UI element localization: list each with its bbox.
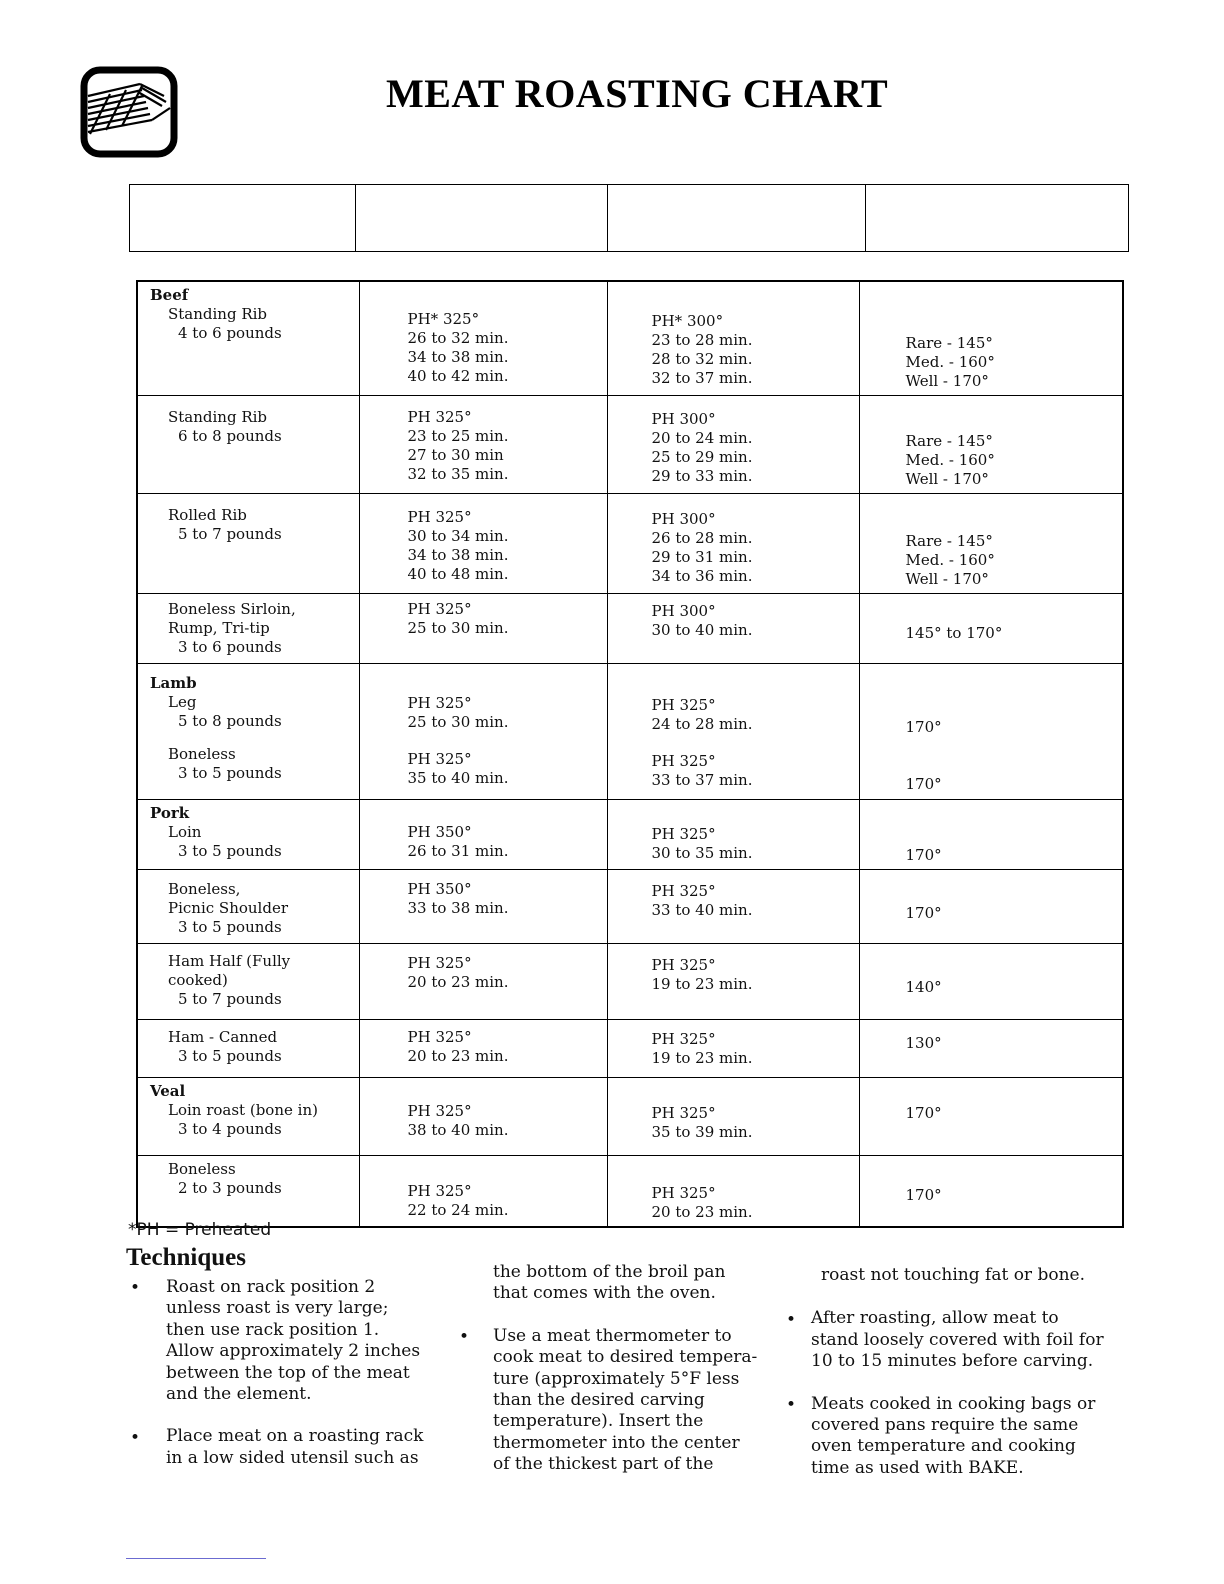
- weight-label: 6 to 8 pounds: [178, 427, 282, 445]
- technique-paragraph: [811, 1308, 1121, 1372]
- time-value: 19 to 23 min.: [651, 975, 753, 993]
- time-value: 26 to 32 min.: [407, 329, 509, 347]
- cut-cell: [137, 1020, 359, 1078]
- cut-label: Boneless: [168, 1160, 236, 1178]
- cut-cell: [137, 1078, 359, 1156]
- footer-rule: [126, 1558, 266, 1559]
- text-line: After roasting, allow meat to: [811, 1308, 1059, 1329]
- temp-value: 170°: [905, 1186, 942, 1204]
- text-line: covered pans require the same: [811, 1415, 1079, 1436]
- preheat-label: PH 350°: [407, 880, 472, 898]
- time-cell-a: [359, 494, 607, 594]
- time-value: 29 to 33 min.: [651, 467, 753, 485]
- cut-label: Rump, Tri-tip: [168, 619, 270, 637]
- table-row: [137, 800, 1123, 870]
- temp-cell: [859, 944, 1123, 1020]
- time-cell-b: [607, 1156, 859, 1228]
- time-cell-b: [607, 594, 859, 664]
- time-cell-a: [359, 396, 607, 494]
- time-value: 26 to 31 min.: [407, 842, 509, 860]
- weight-label: 5 to 7 pounds: [178, 525, 282, 543]
- time-cell-b: [607, 396, 859, 494]
- cut-cell: [137, 281, 359, 396]
- preheat-label: PH 325°: [651, 825, 716, 843]
- table-row: [137, 664, 1123, 800]
- temp-value: Well - 170°: [905, 470, 989, 488]
- preheat-label: PH 325°: [651, 752, 716, 770]
- roasting-table: [136, 280, 1124, 1228]
- time-cell-b: [607, 664, 859, 800]
- text-line: thermometer into the center: [493, 1432, 740, 1453]
- category-label: Pork: [150, 804, 190, 822]
- preheat-label: PH* 325°: [407, 310, 480, 328]
- time-cell-b: [607, 944, 859, 1020]
- time-value: 33 to 40 min.: [651, 901, 753, 919]
- table-row: [137, 1020, 1123, 1078]
- time-value: 40 to 42 min.: [407, 367, 509, 385]
- text-line: Allow approximately 2 inches: [166, 1341, 421, 1362]
- table-row: [137, 594, 1123, 664]
- preheat-label: PH 300°: [651, 602, 716, 620]
- temp-value: Well - 170°: [905, 570, 989, 588]
- category-label: Lamb: [150, 674, 197, 692]
- time-cell-a: [359, 664, 607, 800]
- preheat-label: PH 325°: [407, 1028, 472, 1046]
- temp-value: 140°: [905, 978, 942, 996]
- header-cell-2: [356, 185, 608, 251]
- time-value: 30 to 35 min.: [651, 844, 753, 862]
- weight-label: 3 to 5 pounds: [178, 842, 282, 860]
- time-value: 29 to 31 min.: [651, 548, 753, 566]
- time-value: 20 to 23 min.: [407, 973, 509, 991]
- time-value: 19 to 23 min.: [651, 1049, 753, 1067]
- preheat-label: PH 325°: [651, 956, 716, 974]
- weight-label: 2 to 3 pounds: [178, 1179, 282, 1197]
- cut-cell: [137, 494, 359, 594]
- temp-cell: [859, 281, 1123, 396]
- time-cell-a: [359, 870, 607, 944]
- table-row: [137, 870, 1123, 944]
- table-row: [137, 1078, 1123, 1156]
- text-line: than the desired carving: [493, 1390, 705, 1411]
- text-line: of the thickest part of the: [493, 1454, 714, 1475]
- technique-paragraph: [166, 1277, 456, 1405]
- bullet-icon: •: [130, 1428, 141, 1448]
- text-line: and the element.: [166, 1384, 312, 1405]
- time-value: 20 to 23 min.: [651, 1203, 753, 1221]
- time-value: 30 to 34 min.: [407, 527, 509, 545]
- cut-label: Ham Half (Fully: [168, 952, 291, 970]
- text-line: that comes with the oven.: [493, 1283, 716, 1304]
- text-line: ture (approximately 5°F less: [493, 1368, 740, 1389]
- table-header-box: [129, 184, 1129, 252]
- table-row: [137, 944, 1123, 1020]
- preheat-label: PH 325°: [407, 750, 472, 768]
- time-value: 34 to 38 min.: [407, 348, 509, 366]
- temp-value: 170°: [905, 718, 942, 736]
- cut-cell: [137, 870, 359, 944]
- cut-label: Ham - Canned: [168, 1028, 278, 1046]
- time-cell-b: [607, 1020, 859, 1078]
- temp-cell: [859, 594, 1123, 664]
- temp-cell: [859, 396, 1123, 494]
- text-line: stand loosely covered with foil for: [811, 1329, 1104, 1350]
- preheat-label: PH 325°: [651, 1184, 716, 1202]
- preheat-label: PH* 300°: [651, 312, 724, 330]
- bullet-icon: •: [130, 1278, 141, 1298]
- weight-label: 5 to 7 pounds: [178, 990, 282, 1008]
- temp-value: Rare - 145°: [905, 432, 993, 450]
- cut-cell: [137, 594, 359, 664]
- text-line: then use rack position 1.: [166, 1319, 380, 1340]
- bullet-icon: •: [786, 1395, 797, 1415]
- temp-cell: [859, 1156, 1123, 1228]
- temp-cell: [859, 664, 1123, 800]
- time-value: 35 to 39 min.: [651, 1123, 753, 1141]
- cut-cell: [137, 664, 359, 800]
- time-value: 25 to 29 min.: [651, 448, 753, 466]
- temp-cell: [859, 800, 1123, 870]
- preheat-label: PH 325°: [407, 600, 472, 618]
- time-cell-b: [607, 800, 859, 870]
- time-value: 30 to 40 min.: [651, 621, 753, 639]
- category-label: Veal: [150, 1082, 186, 1100]
- page-title: MEAT ROASTING CHART: [386, 71, 889, 116]
- text-line: time as used with BAKE.: [811, 1457, 1024, 1478]
- cut-cell: [137, 1156, 359, 1228]
- techniques-column-2: [493, 1262, 783, 1476]
- text-line: Meats cooked in cooking bags or: [811, 1393, 1096, 1414]
- preheat-label: PH 325°: [407, 508, 472, 526]
- time-value: 25 to 30 min.: [407, 713, 509, 731]
- cut-label: cooked): [168, 971, 228, 989]
- time-value: 23 to 25 min.: [407, 427, 509, 445]
- text-line: in a low sided utensil such as: [166, 1447, 419, 1468]
- text-line: temperature). Insert the: [493, 1411, 704, 1432]
- text-line: the bottom of the broil pan: [493, 1262, 726, 1282]
- cut-label: Leg: [168, 693, 197, 711]
- time-cell-a: [359, 944, 607, 1020]
- time-cell-a: [359, 1078, 607, 1156]
- cut-label: Rolled Rib: [168, 506, 247, 524]
- text-line: between the top of the meat: [166, 1362, 410, 1383]
- cut-label: Boneless,: [168, 880, 241, 898]
- time-value: 26 to 28 min.: [651, 529, 753, 547]
- bullet-icon: •: [459, 1327, 470, 1347]
- text-line: roast not touching fat or bone.: [821, 1265, 1085, 1285]
- text-line: unless roast is very large;: [166, 1298, 389, 1319]
- temp-value: Med. - 160°: [905, 551, 995, 569]
- time-value: 34 to 36 min.: [651, 567, 753, 585]
- preheat-label: PH 325°: [651, 1030, 716, 1048]
- time-cell-a: [359, 1020, 607, 1078]
- temp-cell: [859, 1078, 1123, 1156]
- cut-cell: [137, 396, 359, 494]
- time-value: 20 to 24 min.: [651, 429, 753, 447]
- time-cell-a: [359, 594, 607, 664]
- preheat-footnote: *PH = Preheated: [128, 1220, 272, 1240]
- time-value: 40 to 48 min.: [407, 565, 509, 583]
- time-value: 33 to 38 min.: [407, 899, 509, 917]
- cut-label: Boneless: [168, 745, 236, 763]
- preheat-label: PH 325°: [651, 696, 716, 714]
- text-line: oven temperature and cooking: [811, 1436, 1076, 1457]
- time-value: 32 to 35 min.: [407, 465, 509, 483]
- time-cell-b: [607, 1078, 859, 1156]
- temp-value: 145° to 170°: [905, 624, 1003, 642]
- cut-label: Boneless Sirloin,: [168, 600, 296, 618]
- text-line: cook meat to desired tempera-: [493, 1347, 758, 1368]
- table-row: [137, 281, 1123, 396]
- cut-label: Standing Rib: [168, 408, 268, 426]
- preheat-label: PH 300°: [651, 410, 716, 428]
- header-cell-1: [130, 185, 356, 251]
- oven-rack-icon: [80, 66, 178, 158]
- time-value: 35 to 40 min.: [407, 769, 509, 787]
- preheat-label: PH 325°: [651, 1104, 716, 1122]
- preheat-label: PH 350°: [407, 823, 472, 841]
- preheat-label: PH 325°: [651, 882, 716, 900]
- cut-label: Picnic Shoulder: [168, 899, 288, 917]
- temp-cell: [859, 870, 1123, 944]
- weight-label: 3 to 5 pounds: [178, 764, 282, 782]
- temp-cell: [859, 494, 1123, 594]
- cut-label: Standing Rib: [168, 305, 268, 323]
- weight-label: 3 to 6 pounds: [178, 638, 282, 656]
- preheat-label: PH 325°: [407, 694, 472, 712]
- technique-paragraph: [166, 1426, 456, 1469]
- time-value: 20 to 23 min.: [407, 1047, 509, 1065]
- time-cell-b: [607, 281, 859, 396]
- temp-value: Rare - 145°: [905, 334, 993, 352]
- preheat-label: PH 325°: [407, 1182, 472, 1200]
- table-row: [137, 396, 1123, 494]
- time-cell-b: [607, 494, 859, 594]
- text-line: 10 to 15 minutes before carving.: [811, 1351, 1094, 1372]
- text-line: Place meat on a roasting rack: [166, 1426, 424, 1447]
- temp-value: 170°: [905, 775, 942, 793]
- temp-value: Med. - 160°: [905, 451, 995, 469]
- cut-cell: [137, 800, 359, 870]
- time-cell-b: [607, 870, 859, 944]
- time-value: 34 to 38 min.: [407, 546, 509, 564]
- temp-value: 170°: [905, 846, 942, 864]
- time-cell-a: [359, 281, 607, 396]
- techniques-column-3: [811, 1265, 1121, 1479]
- technique-paragraph: [493, 1262, 783, 1305]
- techniques-heading: Techniques: [126, 1244, 246, 1271]
- temp-value: Well - 170°: [905, 372, 989, 390]
- table-row: [137, 494, 1123, 594]
- cut-label: Loin: [168, 823, 202, 841]
- weight-label: 3 to 5 pounds: [178, 918, 282, 936]
- time-value: 25 to 30 min.: [407, 619, 509, 637]
- temp-value: Rare - 145°: [905, 532, 993, 550]
- category-label: Beef: [150, 286, 189, 304]
- techniques-column-1: [166, 1277, 456, 1469]
- time-value: 32 to 37 min.: [651, 369, 753, 387]
- time-value: 24 to 28 min.: [651, 715, 753, 733]
- preheat-label: PH 325°: [407, 954, 472, 972]
- technique-paragraph: [811, 1394, 1121, 1480]
- bullet-icon: •: [786, 1310, 797, 1330]
- header-cell-3: [608, 185, 867, 251]
- weight-label: 4 to 6 pounds: [178, 324, 282, 342]
- temp-value: 130°: [905, 1034, 942, 1052]
- text-line: Roast on rack position 2: [166, 1277, 376, 1297]
- weight-label: 3 to 4 pounds: [178, 1120, 282, 1138]
- temp-value: 170°: [905, 904, 942, 922]
- time-value: 38 to 40 min.: [407, 1121, 509, 1139]
- temp-cell: [859, 1020, 1123, 1078]
- preheat-label: PH 325°: [407, 1102, 472, 1120]
- time-value: 22 to 24 min.: [407, 1201, 509, 1219]
- time-value: 33 to 37 min.: [651, 771, 753, 789]
- time-value: 28 to 32 min.: [651, 350, 753, 368]
- time-value: 27 to 30 min: [407, 446, 504, 464]
- cut-cell: [137, 944, 359, 1020]
- time-cell-a: [359, 800, 607, 870]
- weight-label: 5 to 8 pounds: [178, 712, 282, 730]
- text-line: Use a meat thermometer to: [493, 1325, 732, 1346]
- technique-paragraph: [493, 1326, 783, 1476]
- time-value: 23 to 28 min.: [651, 331, 753, 349]
- temp-value: Med. - 160°: [905, 353, 995, 371]
- header-cell-4: [866, 185, 1128, 251]
- temp-value: 170°: [905, 1104, 942, 1122]
- preheat-label: PH 300°: [651, 510, 716, 528]
- time-cell-a: [359, 1156, 607, 1228]
- technique-paragraph: [811, 1265, 1121, 1286]
- cut-label: Loin roast (bone in): [168, 1101, 318, 1119]
- table-row: [137, 1156, 1123, 1228]
- preheat-label: PH 325°: [407, 408, 472, 426]
- weight-label: 3 to 5 pounds: [178, 1047, 282, 1065]
